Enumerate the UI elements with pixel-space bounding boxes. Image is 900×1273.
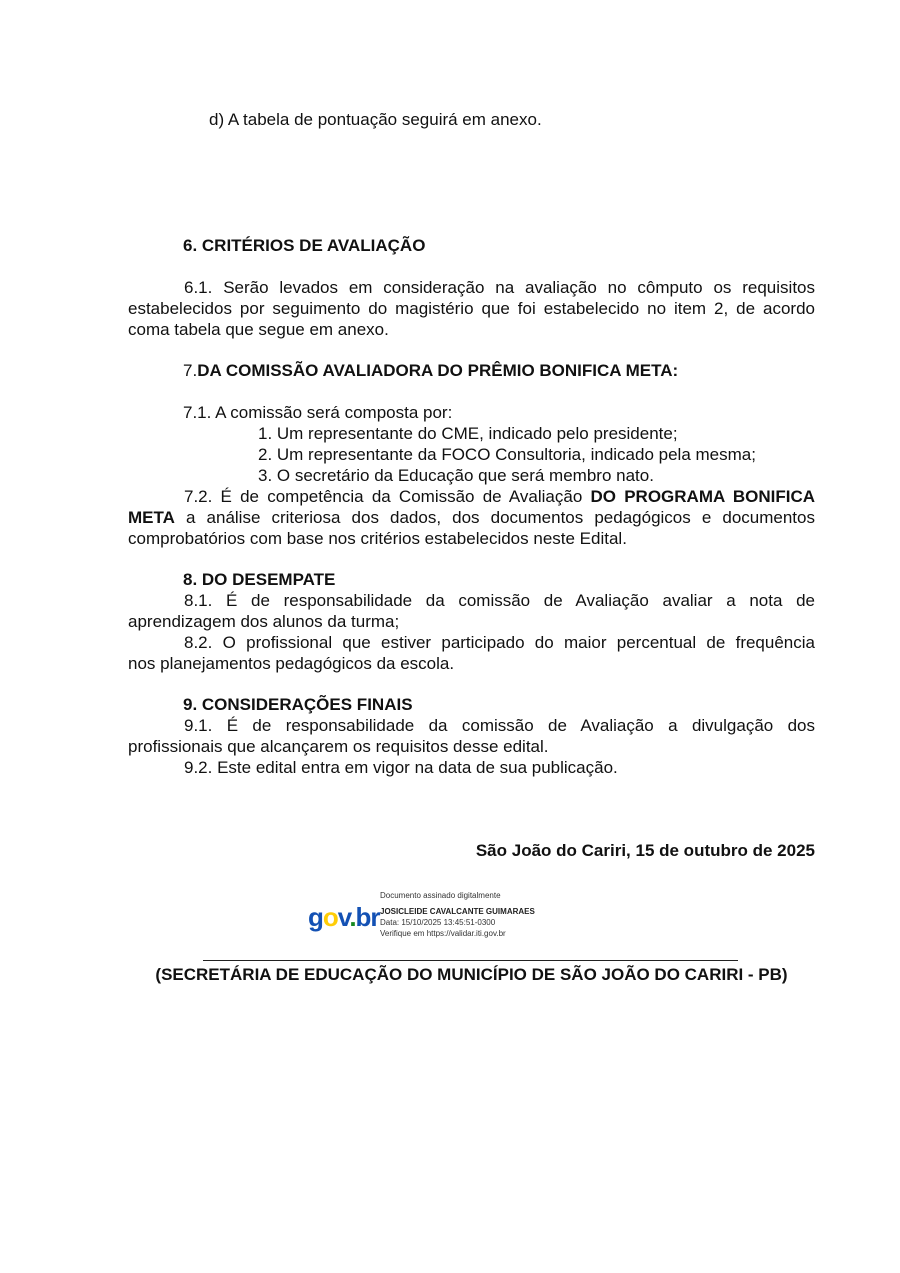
list-item: 2. Um representante da FOCO Consultoria, indicado pela mesma; [258,445,756,464]
govbr-logo: gov.br [308,902,380,932]
section-8-paragraph: 8.1. É de responsabilidade da comissão de Avaliação avaliar a nota de aprendizagem dos alunos da turma; 8.2. O profissional que estiver participado do maior percentual de frequência nos planejamentos pedagógicos da escola. [128,591,815,673]
section-7-p2: 7.2. É de competência da Comissão de Avaliação DO PROGRAMA BONIFICA META a análise criteriosa dos dados, dos documentos pedagógicos e documentos comprobatórios com base nos critérios estabelecidos neste Edital. [128,487,816,548]
item-d: d) A tabela de pontuação seguirá em anexo. [209,110,542,129]
section-8-title: 8. DO DESEMPATE [183,570,336,589]
section-7-title: 7.DA COMISSÃO AVALIADORA DO PRÊMIO BONIFICA META: [183,361,679,380]
signature-date: Data: 15/10/2025 13:45:51-0300 [380,918,496,927]
signature-verify: Verifique em https://validar.iti.gov.br [380,929,506,938]
signature-info [380,890,535,939]
list-item: 3. O secretário da Educação que será membro nato. [258,466,654,485]
section-9-title: 9. CONSIDERAÇÕES FINAIS [183,695,413,714]
digital-signature-stamp [308,888,538,940]
signature-caption: Documento assinado digitalmente [380,891,501,900]
section-6-paragraph: 6.1. Serão levados em consideração na avaliação no cômputo os requisitos estabelecidos por seguimento do magistério que foi estabelecido no item 2, de acordo coma tabela que segue em anexo. [128,278,815,339]
section-6-title: 6. CRITÉRIOS DE AVALIAÇÃO [183,236,426,255]
section-7-p1: 7.1. A comissão será composta por: [183,403,453,422]
signature-line [203,960,738,961]
section-9-paragraph: 9.1. É de responsabilidade da comissão de Avaliação a divulgação dos profissionais que alcançarem os requisitos desse edital. 9.2. Este edital entra em vigor na data de sua publicação. [128,716,815,777]
footer-signatory: (SECRETÁRIA DE EDUCAÇÃO DO MUNICÍPIO DE SÃO JOÃO DO CARIRI - PB) [155,965,788,984]
signer-name: JOSICLEIDE CAVALCANTE GUIMARAES [380,907,535,916]
date-line: São João do Cariri, 15 de outubro de 2025 [475,841,815,860]
list-item: 1. Um representante do CME, indicado pelo presidente; [258,424,678,443]
